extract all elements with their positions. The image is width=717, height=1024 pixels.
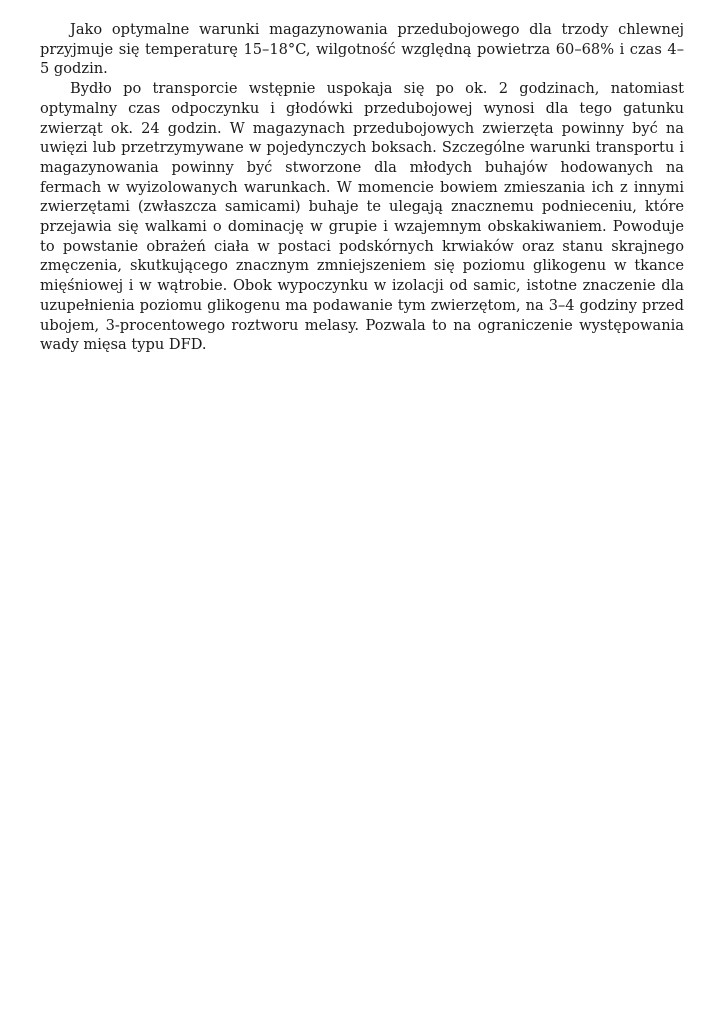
paragraph-storage-conditions-pigs: Jako optymalne warunki magazynowania przedubojowego dla trzody chlewnej przyjmuje się temperaturę 15–18°C, wilgotność względną powietrza 60–68% i czas 4–5 godzin. bbox=[40, 21, 684, 78]
paragraph-cattle-rest-and-bulls: Bydło po transporcie wstępnie uspokaja się po ok. 2 godzinach, natomiast optymalny czas odpoczynku i głodówki przedubojowej wynosi dla tego gatunku zwierząt ok. 24 godzin. W magazynach przedubojowych zwierzęta powinny być na uwięzi lub przetrzymywane w pojedynczych boksach. Szczególne warunki transportu i magazynowania powinny być stworzone dla młodych buhajów hodowanych na fermach w wyizolowanych warunkach. W momencie bowiem zmieszania ich z innymi zwierzętami (zwłaszcza samicami) buhaje te ulegają znacznemu podnieceniu, które przejawia się walkami o dominację w grupie i wzajemnym obskakiwaniem. Powoduje to powstanie obrażeń ciała w postaci podskórnych krwiaków oraz stanu skrajnego zmęczenia, skutkującego znacznym zmniejszeniem się poziomu glikogenu w tkance mięśniowej i w wątrobie. Obok wypoczynku w izolacji od samic, istotne znaczenie dla uzupełnienia poziomu glikogenu ma podawanie tym zwierzętom, na 3–4 godziny przed ubojem, 3-procentowego roztworu melasy. Pozwala to na ograniczenie występowania wady mięsa typu DFD. bbox=[40, 80, 684, 354]
body-text bbox=[40, 20, 684, 355]
